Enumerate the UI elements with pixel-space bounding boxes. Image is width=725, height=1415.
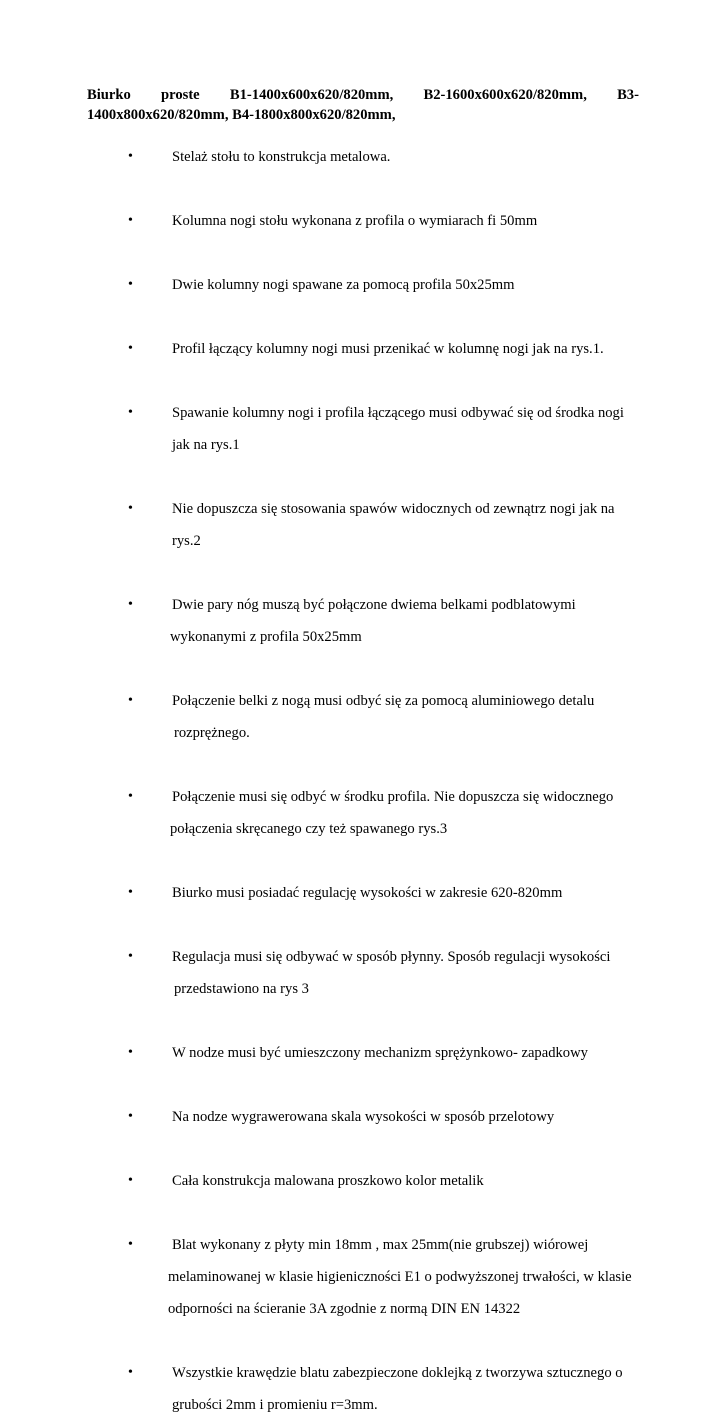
bullet-icon: • xyxy=(128,501,133,516)
list-item-continuation: melaminowanej w klasie higieniczności E1 o podwyższonej trwałości, w klasie xyxy=(168,1269,632,1285)
list-item-text: Cała konstrukcja malowana proszkowo kolor metalik xyxy=(172,1173,484,1189)
bullet-icon: • xyxy=(128,1045,133,1060)
list-item-text: Regulacja musi się odbywać w sposób płynny. Sposób regulacji wysokości xyxy=(172,949,611,965)
heading-word: Biurko xyxy=(87,87,131,103)
list-item-text: Dwie kolumny nogi spawane za pomocą profila 50x25mm xyxy=(172,277,515,293)
list-item-continuation: rozprężnego. xyxy=(174,725,250,741)
bullet-icon: • xyxy=(128,149,133,164)
list-item-continuation: połączenia skręcanego czy też spawanego rys.3 xyxy=(170,821,448,837)
heading-word: proste xyxy=(161,87,200,103)
list-item-text: Profil łączący kolumny nogi musi przenikać w kolumnę nogi jak na rys.1. xyxy=(172,341,604,357)
bullet-icon: • xyxy=(128,789,133,804)
bullet-icon: • xyxy=(128,405,133,420)
bullet-icon: • xyxy=(128,1365,133,1380)
list-item-continuation: jak na rys.1 xyxy=(172,437,240,453)
heading-word: B1-1400x600x620/820mm, xyxy=(229,87,394,103)
bullet-icon: • xyxy=(128,341,133,356)
list-item-text: Blat wykonany z płyty min 18mm , max 25mm(nie grubszej) wiórowej xyxy=(172,1237,589,1253)
list-item-text: Stelaż stołu to konstrukcja metalowa. xyxy=(172,149,391,165)
heading-word: B2-1600x600x620/820mm, xyxy=(423,87,587,103)
list-item-text: Połączenie belki z nogą musi odbyć się za pomocą aluminiowego detalu xyxy=(172,693,595,709)
bullet-icon: • xyxy=(128,885,133,900)
list-item-text: Dwie pary nóg muszą być połączone dwiema belkami podblatowymi xyxy=(172,597,576,613)
list-item-text: Wszystkie krawędzie blatu zabezpieczone doklejką z tworzywa sztucznego o xyxy=(172,1365,623,1381)
list-item-text: Biurko musi posiadać regulację wysokości w zakresie 620-820mm xyxy=(172,885,563,901)
list-item-continuation: przedstawiono na rys 3 xyxy=(174,981,309,997)
bullet-icon: • xyxy=(128,277,133,292)
bullet-icon: • xyxy=(128,1109,133,1124)
bullet-icon: • xyxy=(128,949,133,964)
list-item-text: W nodze musi być umieszczony mechanizm sprężynkowo- zapadkowy xyxy=(172,1045,588,1061)
document-heading xyxy=(87,85,639,125)
bullet-icon: • xyxy=(128,693,133,708)
bullet-icon: • xyxy=(128,1237,133,1252)
heading-line-1 xyxy=(87,85,639,105)
list-item-continuation: rys.2 xyxy=(172,533,201,549)
list-item-continuation: odporności na ścieranie 3A zgodnie z normą DIN EN 14322 xyxy=(168,1301,521,1317)
heading-word: B3- xyxy=(617,87,639,103)
heading-line-2: 1400x800x620/820mm, B4-1800x800x620/820mm, xyxy=(87,107,396,123)
list-item-text: Połączenie musi się odbyć w środku profila. Nie dopuszcza się widocznego xyxy=(172,789,614,805)
bullet-icon: • xyxy=(128,213,133,228)
list-item-text: Nie dopuszcza się stosowania spawów widocznych od zewnątrz nogi jak na xyxy=(172,501,615,517)
list-item-continuation: wykonanymi z profila 50x25mm xyxy=(170,629,362,645)
list-item-text: Na nodze wygrawerowana skala wysokości w sposób przelotowy xyxy=(172,1109,555,1125)
list-item-text: Kolumna nogi stołu wykonana z profila o wymiarach fi 50mm xyxy=(172,213,538,229)
list-item-text: Spawanie kolumny nogi i profila łączącego musi odbywać się od środka nogi xyxy=(172,405,624,421)
list-item-continuation: grubości 2mm i promieniu r=3mm. xyxy=(172,1397,378,1413)
bullet-icon: • xyxy=(128,597,133,612)
bullet-icon: • xyxy=(128,1173,133,1188)
